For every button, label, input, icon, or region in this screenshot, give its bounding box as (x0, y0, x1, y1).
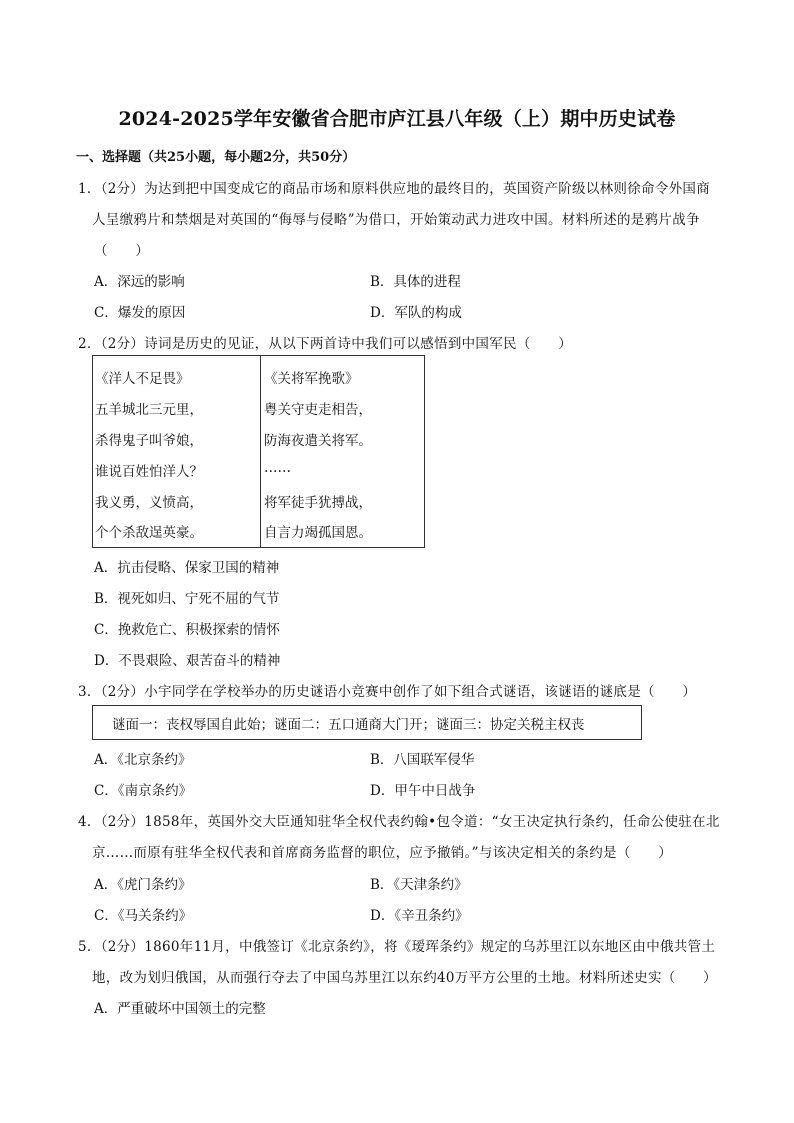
question-1-option-a: A．深远的影响 (94, 274, 185, 290)
page-title: 2024-2025学年安徽省合肥市庐江县八年级（上）期中历史试卷 (118, 108, 676, 130)
poem-right-line: 防海夜遣关将军。 (264, 433, 372, 449)
question-5-line-1: 5．（2分）1860年11月，中俄签订《北京条约》，将《瑷珲条约》规定的乌苏里江以东地区由中俄共管土 (78, 939, 716, 955)
question-4-line-1: 4．（2分）1858年，英国外交大臣通知驻华全权代表约翰•包令道：“女王决定执行条约，任命公使驻在北 (78, 814, 720, 830)
question-1-option-d: D．军队的构成 (370, 305, 462, 321)
question-1-option-b: B．具体的进程 (370, 274, 461, 290)
question-3-option-a: A．《北京条约》 (94, 752, 192, 768)
question-2-option-c: C．挽救危亡、积极探索的情怀 (94, 622, 280, 638)
question-5-line-2: 地，改为划归俄国，从而强行夺去了中国乌苏里江以东约40万平方公里的土地。材料所述史实（ ） (92, 970, 717, 986)
section-heading: 一、选择题（共25小题，每小题2分，共50分） (76, 150, 356, 165)
poem-left-title: 《洋人不足畏》 (95, 371, 190, 387)
question-4-option-d: D．《辛丑条约》 (370, 908, 469, 924)
poem-right-line: 粤关守吏走相告， (264, 402, 372, 418)
poem-left-line: 五羊城北三元里， (95, 402, 203, 418)
question-1-line-3: （ ） (94, 243, 150, 259)
poem-left-line: 谁说百姓怕洋人？ (95, 464, 203, 480)
question-4-option-a: A．《虎门条约》 (94, 877, 192, 893)
question-2-option-d: D．不畏艰险、艰苦奋斗的精神 (94, 653, 281, 669)
question-1-option-c: C．爆发的原因 (94, 305, 186, 321)
poem-right-line: 自言力竭孤国恩。 (264, 525, 372, 541)
question-5-option-a: A．严重破坏中国领土的完整 (94, 1001, 266, 1017)
question-1-line-1: 1．（2分）为达到把中国变成它的商品市场和原料供应地的最终目的，英国资产阶级以林则徐命令外国商 (78, 181, 711, 197)
question-3-option-c: C．《南京条约》 (94, 783, 193, 799)
riddle-text: 谜面一：丧权辱国自此始；谜面二：五口通商大门开；谜面三：协定关税主权丧 (112, 717, 585, 733)
question-3-line-1: 3．（2分）小宇同学在学校举办的历史谜语小竞赛中创作了如下组合式谜语，该谜语的谜底是（ ） (78, 684, 697, 700)
question-2-option-b: B．视死如归、宁死不屈的气节 (94, 591, 280, 607)
poem-right-line: 将军徒手犹搏战， (264, 495, 372, 511)
question-3-option-d: D．甲午中日战争 (370, 783, 476, 799)
poem-right-line: …… (264, 460, 291, 476)
poem-table-divider (260, 355, 261, 547)
question-2-option-a: A．抗击侵略、保家卫国的精神 (94, 560, 280, 576)
question-4-option-c: C．《马关条约》 (94, 908, 193, 924)
question-3-option-b: B．八国联军侵华 (370, 752, 475, 768)
poem-left-line: 我义勇，义愤高， (95, 495, 203, 511)
question-4-line-2: 京……而原有驻华全权代表和首席商务监督的职位，应予撤销。”与该决定相关的条约是（ ） (92, 845, 673, 861)
question-4-option-b: B．《天津条约》 (370, 877, 468, 893)
poem-right-title: 《关将军挽歌》 (264, 371, 359, 387)
poem-left-line: 杀得鬼子叫爷娘， (95, 433, 203, 449)
question-1-line-2: 人呈缴鸦片和禁烟是对英国的“侮辱与侵略”为借口，开始策动武力进攻中国。材料所述的是鸦片战争 (92, 212, 700, 228)
question-2-line-1: 2．（2分）诗词是历史的见证，从以下两首诗中我们可以感悟到中国军民（ ） (78, 336, 573, 352)
poem-left-line: 个个杀敌逞英豪。 (95, 525, 203, 541)
